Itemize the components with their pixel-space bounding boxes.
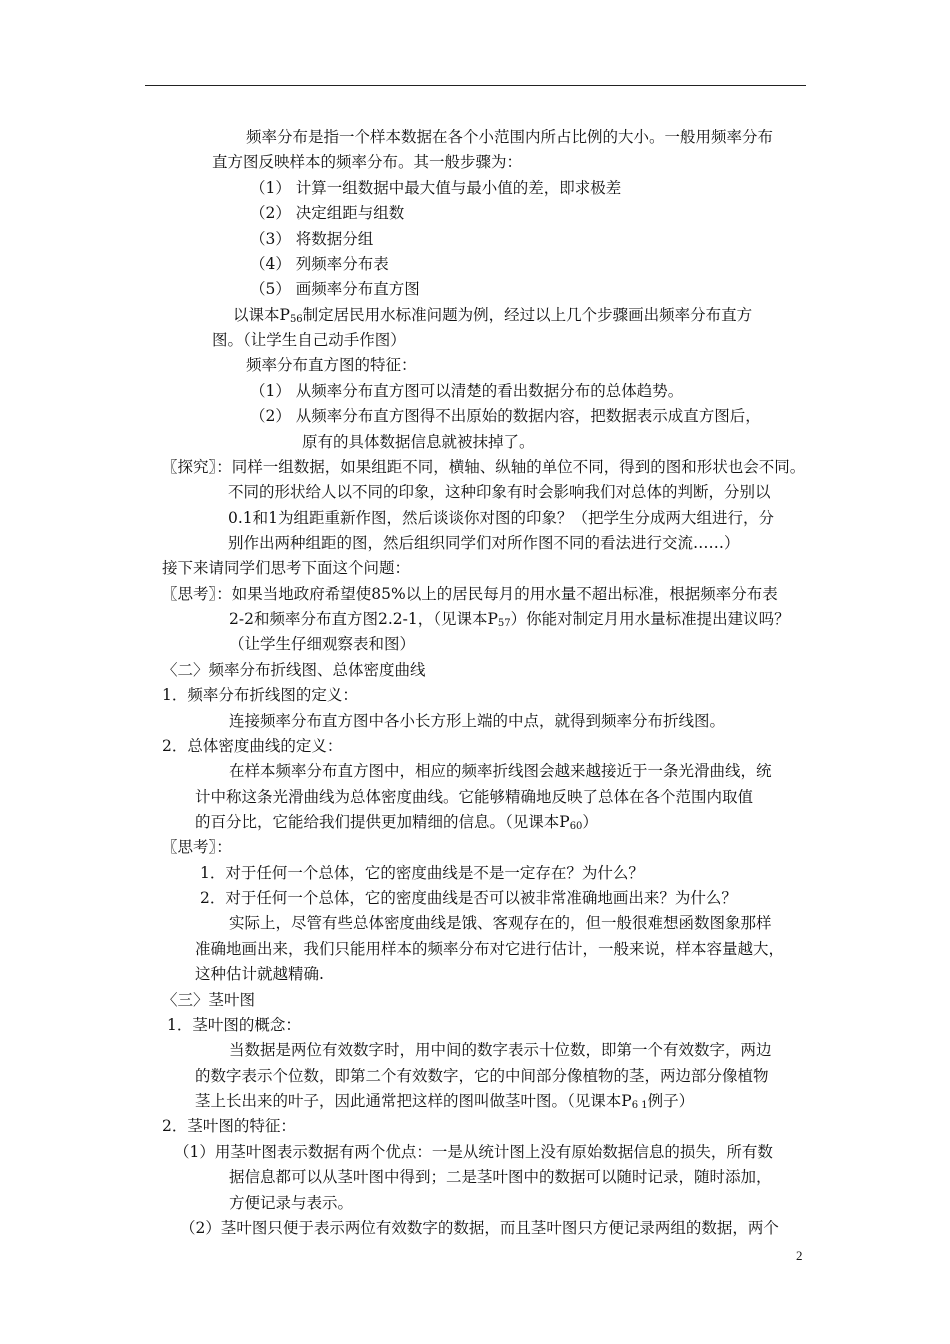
section-heading: 1．茎叶图的概念：	[167, 1016, 301, 1034]
text-line: （1）用茎叶图表示数据有两个优点：一是从统计图上没有原始数据信息的损失，所有数	[174, 1143, 773, 1161]
text-line: 以课本$P_{56}$制定居民用水标准问题为例，经过以上几个步骤画出频率分布直方	[233, 306, 753, 325]
text-line: 在样本频率分布直方图中，相应的频率折线图会越来越接近于一条光滑曲线，统	[229, 762, 772, 780]
list-item: 1．对于任何一个总体，它的密度曲线是不是一定存在？为什么？	[200, 864, 644, 882]
text-line: 2-2和频率分布直方图2.2-1，（见课本$P_{57}$）你能对制定月用水量标准提出建议吗？	[229, 610, 790, 629]
subscript: 60	[569, 821, 583, 832]
text-line: 图。（让学生自己动手作图）	[212, 331, 406, 349]
list-item: （4） 列频率分布表	[250, 255, 389, 273]
text-line: 别作出两种组距的图，然后组织同学们对所作图不同的看法进行交流……）	[228, 534, 740, 552]
text-line: 方便记录与表示。	[229, 1194, 354, 1212]
header-rule	[145, 85, 806, 86]
list-item: 2．对于任何一个总体，它的密度曲线是否可以被非常准确地画出来？为什么？	[200, 889, 737, 907]
text-line: 直方图反映样本的频率分布。其一般步骤为：	[212, 153, 523, 171]
text-line: 准确地画出来，我们只能用样本的频率分布对它进行估计，一般来说，样本容量越大，	[195, 940, 785, 958]
text-line: 连接频率分布直方图中各小长方形上端的中点，就得到频率分布折线图。	[229, 712, 726, 730]
text-line: 当数据是两位有效数字时，用中间的数字表示十位数，即第一个有效数字，两边	[229, 1041, 772, 1059]
list-item: （3） 将数据分组	[250, 230, 374, 248]
text-line: 计中称这条光滑曲线为总体密度曲线。它能够精确地反映了总体在各个范围内取值	[195, 788, 754, 806]
text-line: 0.1和1为组距重新作图，然后谈谈你对图的印象？（把学生分成两大组进行，分	[228, 509, 775, 527]
text-line: 这种估计就越精确.	[195, 965, 324, 983]
subscript: 6 1	[631, 1100, 648, 1111]
section-heading: 2．总体密度曲线的定义：	[162, 737, 343, 755]
text-line: 据信息都可以从茎叶图中得到；二是茎叶图中的数据可以随时记录，随时添加，	[229, 1168, 772, 1186]
list-item: （2） 决定组距与组数	[250, 204, 405, 222]
text-line: 频率分布是指一个样本数据在各个小范围内所占比例的大小。一般用频率分布	[246, 128, 774, 146]
list-item: （1） 计算一组数据中最大值与最小值的差，即求极差	[250, 179, 622, 197]
section-heading: 〈三〉茎叶图	[162, 991, 256, 1009]
section-heading: 1．频率分布折线图的定义：	[162, 686, 358, 704]
text-line: 〖探究〗：同样一组数据，如果组距不同，横轴、纵轴的单位不同，得到的图和形状也会不同。	[162, 458, 806, 476]
text-line: 的数字表示个位数，即第二个有效数字，它的中间部分像植物的茎，两边部分像植物	[195, 1067, 769, 1085]
section-heading: 2．茎叶图的特征：	[162, 1117, 296, 1135]
list-item: （2） 从频率分布直方图得不出原始的数据内容，把数据表示成直方图后，	[250, 407, 761, 425]
text-line: 接下来请同学们思考下面这个问题：	[162, 559, 411, 577]
text-line: （让学生仔细观察表和图）	[229, 635, 416, 653]
section-heading: 〈二〉频率分布折线图、总体密度曲线	[162, 661, 426, 679]
subscript: 56	[289, 314, 303, 325]
section-heading: 频率分布直方图的特征：	[246, 356, 417, 374]
text-line: 〖思考〗：	[162, 838, 232, 856]
subscript: 57	[497, 618, 511, 629]
text-line: （2）茎叶图只便于表示两位有效数字的数据，而且茎叶图只方便记录两组的数据，两个	[180, 1219, 779, 1237]
list-item: （1） 从频率分布直方图可以清楚的看出数据分布的总体趋势。	[250, 382, 684, 400]
page-number: 2	[796, 1248, 803, 1263]
text-line: 原有的具体数据信息就被抹掉了。	[302, 433, 535, 451]
text-line: 茎上长出来的叶子，因此通常把这样的图叫做茎叶图。（见课本$P_{6 1}$例子）	[195, 1092, 695, 1111]
text-line: 不同的形状给人以不同的印象，这种印象有时会影响我们对总体的判断，分别以	[228, 483, 771, 501]
text-line: 〖思考〗：如果当地政府希望使85%以上的居民每月的用水量不超出标准，根据频率分布表	[162, 585, 778, 603]
text-line: 实际上，尽管有些总体密度曲线是饿、客观存在的，但一般很难想函数图象那样	[229, 914, 772, 932]
text-line: 的百分比，它能给我们提供更加精细的信息。（见课本$P_{60}$）	[195, 813, 598, 832]
list-item: （5） 画频率分布直方图	[250, 280, 420, 298]
